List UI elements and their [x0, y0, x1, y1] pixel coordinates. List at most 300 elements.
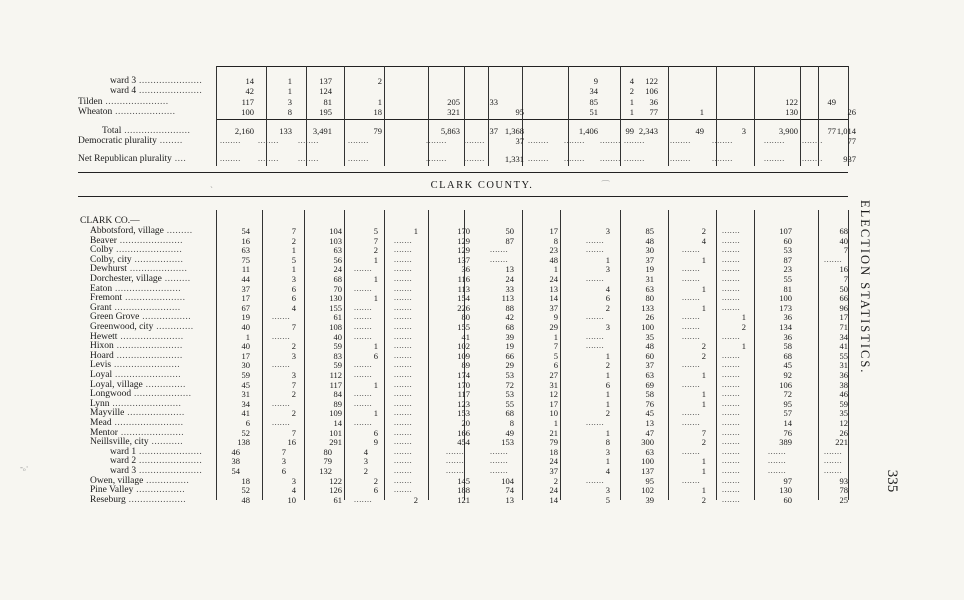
table-cell: 14	[245, 76, 254, 86]
empty-cell-dots: .......	[272, 360, 291, 369]
leader-dots: .......................	[111, 303, 181, 313]
row-label-text: Wheaton	[78, 107, 113, 117]
row-label-text: Colby, city	[90, 255, 132, 265]
table-cell: 60	[783, 495, 792, 505]
empty-cell-dots: ........	[528, 136, 549, 145]
empty-cell-dots: .......	[354, 322, 373, 331]
table-cell: 13	[645, 418, 654, 428]
table-cell: 14	[549, 495, 558, 505]
empty-cell-dots: ........	[464, 136, 485, 145]
table-cell: 24	[549, 485, 558, 495]
table-cell: 20	[461, 418, 470, 428]
table-cell: 108	[329, 322, 342, 332]
row-label-text: Beaver	[90, 236, 117, 246]
table-cell: 76	[645, 399, 654, 409]
table-cell: 36	[783, 312, 792, 322]
row-label	[78, 107, 216, 117]
table-cell: 1	[553, 332, 558, 342]
empty-cell-dots: .......	[682, 360, 701, 369]
table-cell: 57	[783, 408, 792, 418]
table-cell: 96	[839, 303, 848, 313]
empty-cell-dots: ........	[600, 136, 621, 145]
table-cell: 170	[457, 226, 470, 236]
empty-cell-dots: .......	[272, 418, 291, 427]
table-cell: 81	[783, 284, 792, 294]
table-cell: 26	[839, 428, 848, 438]
column-rule	[818, 66, 819, 166]
table-cell: 117	[457, 389, 470, 399]
table-cell: 2	[413, 495, 418, 505]
empty-cell-dots: .......	[722, 226, 741, 235]
row-label-text: ward 2	[110, 456, 137, 466]
table-cell: 7	[291, 322, 296, 332]
table-cell: 54	[231, 466, 240, 476]
empty-cell-dots: .......	[446, 466, 465, 475]
empty-cell-dots: .......	[768, 456, 787, 465]
empty-cell-dots: ........	[670, 136, 691, 145]
empty-cell-dots: ........	[220, 136, 241, 145]
table-cell: 95	[645, 476, 654, 486]
empty-cell-dots: .......	[722, 360, 741, 369]
row-label-text: Fremont	[90, 293, 123, 303]
empty-cell-dots: .......	[394, 245, 413, 254]
table-cell: 166	[457, 428, 470, 438]
table-cell: 30	[645, 245, 654, 255]
table-cell: 2	[291, 389, 296, 399]
table-cell: 133	[279, 126, 292, 136]
table-cell: 124	[319, 86, 332, 96]
table-cell: 116	[457, 274, 470, 284]
table-cell: 1	[287, 86, 292, 96]
table-cell: 17	[549, 399, 558, 409]
empty-cell-dots: .......	[354, 370, 373, 379]
table-cell: 1	[605, 351, 610, 361]
table-cell: 95	[783, 399, 792, 409]
empty-cell-dots: .......	[354, 312, 373, 321]
table-cell: 2	[605, 303, 610, 313]
column-rule	[304, 210, 305, 500]
table-cell: 17	[241, 351, 250, 361]
table-cell: 6	[291, 284, 296, 294]
table-cell: 1	[287, 76, 292, 86]
table-cell: 69	[645, 380, 654, 390]
empty-cell-dots: .......	[586, 332, 605, 341]
table-cell: 2	[291, 236, 296, 246]
row-label-text: Owen, village	[90, 476, 144, 486]
table-cell: 37	[645, 255, 654, 265]
table-cell: 7	[843, 274, 848, 284]
table-cell: 3	[291, 274, 296, 284]
rule-above-county	[78, 172, 848, 173]
table-cell: 34	[839, 332, 848, 342]
table-cell: 33	[489, 97, 498, 107]
table-cell: 7	[291, 226, 296, 236]
table-cell: 130	[785, 107, 798, 117]
empty-cell-dots: .......	[824, 255, 843, 264]
table-cell: 36	[839, 370, 848, 380]
empty-cell-dots: ........	[298, 136, 319, 145]
table-cell: 1	[701, 284, 706, 294]
empty-cell-dots: ........	[528, 154, 549, 163]
leader-dots: ........	[156, 136, 183, 146]
empty-cell-dots: .......	[394, 447, 413, 456]
table-cell: 13	[549, 284, 558, 294]
table-cell: 18	[241, 476, 250, 486]
empty-cell-dots: .......	[394, 341, 413, 350]
row-label	[90, 437, 228, 447]
table-cell: 76	[783, 428, 792, 438]
table-cell: 59	[333, 341, 342, 351]
table-cell: 9	[373, 437, 378, 447]
row-label-text: Dewhurst	[90, 264, 127, 274]
table-cell: 9	[553, 312, 558, 322]
table-cell: 50	[839, 284, 848, 294]
row-label	[90, 495, 228, 505]
empty-cell-dots: .......	[394, 399, 413, 408]
empty-cell-dots: .......	[586, 312, 605, 321]
empty-cell-dots: ........	[298, 154, 319, 163]
empty-cell-dots: .......	[394, 418, 413, 427]
table-cell: 4	[629, 76, 634, 86]
table-cell: 137	[457, 255, 470, 265]
table-cell: 75	[241, 255, 250, 265]
table-cell: 46	[231, 447, 240, 457]
empty-cell-dots: .......	[354, 389, 373, 398]
table-cell: 3	[605, 485, 610, 495]
empty-cell-dots: ........	[258, 136, 279, 145]
table-cell: 100	[641, 322, 654, 332]
table-cell: 14	[549, 293, 558, 303]
table-cell: 41	[241, 408, 250, 418]
table-cell: 51	[589, 107, 598, 117]
table-cell: 68	[505, 408, 514, 418]
column-rule	[428, 66, 429, 166]
table-cell: 37	[515, 136, 524, 146]
empty-cell-dots: .......	[272, 332, 291, 341]
table-cell: 7	[291, 428, 296, 438]
table-cell: 30	[241, 360, 250, 370]
table-cell: 93	[839, 476, 848, 486]
leader-dots: .................	[139, 312, 192, 322]
table-cell: 102	[457, 341, 470, 351]
leader-dots: ......................	[136, 76, 203, 86]
empty-cell-dots: ........	[764, 154, 785, 163]
table-cell: 3	[363, 456, 368, 466]
table-cell: 19	[505, 341, 514, 351]
table-cell: 63	[645, 370, 654, 380]
table-cell: 1	[605, 255, 610, 265]
empty-cell-dots: ........	[600, 154, 621, 163]
table-cell: 6	[373, 428, 378, 438]
leader-dots: .......................	[121, 126, 191, 136]
empty-cell-dots: .......	[586, 418, 605, 427]
table-cell: 321	[447, 107, 460, 117]
empty-cell-dots: .......	[586, 245, 605, 254]
table-cell: 2	[373, 245, 378, 255]
table-cell: 11	[241, 264, 250, 274]
empty-cell-dots: .......	[722, 245, 741, 254]
table-cell: 122	[329, 476, 342, 486]
empty-cell-dots: .......	[354, 303, 373, 312]
table-cell: 92	[783, 370, 792, 380]
table-cell: 55	[783, 274, 792, 284]
table-cell: 1,368	[504, 126, 524, 136]
column-rule	[754, 66, 755, 166]
empty-cell-dots: .......	[722, 303, 741, 312]
table-cell: 40	[839, 236, 848, 246]
table-cell: 1	[373, 408, 378, 418]
empty-cell-dots: ........	[712, 136, 733, 145]
table-cell: 126	[329, 485, 342, 495]
empty-cell-dots: ........	[624, 136, 645, 145]
column-rule	[620, 210, 621, 500]
table-cell: 1	[741, 341, 746, 351]
table-cell: 1	[701, 399, 706, 409]
row-label	[90, 264, 228, 274]
table-cell: 42	[505, 312, 514, 322]
leader-dots: .....................	[122, 293, 186, 303]
table-cell: 1	[701, 389, 706, 399]
table-cell: 129	[457, 245, 470, 255]
table-cell: 68	[333, 274, 342, 284]
table-cell: 4	[363, 447, 368, 457]
row-label-text: Mentor	[90, 428, 118, 438]
table-cell: 154	[457, 293, 470, 303]
empty-cell-dots: .......	[768, 447, 787, 456]
empty-cell-dots: .......	[394, 303, 413, 312]
table-cell: 2	[701, 351, 706, 361]
empty-cell-dots: ........	[464, 154, 485, 163]
table-cell: 9	[593, 76, 598, 86]
empty-cell-dots: .......	[682, 380, 701, 389]
table-cell: 2	[377, 76, 382, 86]
table-cell: 71	[839, 322, 848, 332]
row-label-text: Longwood	[90, 389, 132, 399]
table-cell: 130	[779, 485, 792, 495]
table-cell: 48	[645, 341, 654, 351]
empty-cell-dots: ........	[670, 154, 691, 163]
table-cell: 72	[783, 389, 792, 399]
leader-dots: .......................	[112, 284, 182, 294]
table-cell: 106	[645, 86, 658, 96]
empty-cell-dots: .......	[354, 332, 373, 341]
empty-cell-dots: .......	[682, 274, 701, 283]
table-cell: 6	[245, 418, 250, 428]
table-cell: 100	[641, 456, 654, 466]
empty-cell-dots: ........	[712, 154, 733, 163]
table-cell: 24	[333, 264, 342, 274]
table-cell: 17	[549, 226, 558, 236]
table-cell: 1	[699, 107, 704, 117]
table-cell: 2	[363, 466, 368, 476]
table-cell: 1	[413, 226, 418, 236]
leader-dots: ......................	[136, 86, 203, 96]
empty-cell-dots: .......	[722, 485, 741, 494]
table-cell: 101	[329, 428, 342, 438]
table-cell: 132	[319, 466, 332, 476]
empty-cell-dots: .......	[722, 466, 741, 475]
table-cell: 188	[457, 485, 470, 495]
table-cell: 5,863	[440, 126, 460, 136]
empty-cell-dots: .......	[768, 466, 787, 475]
table-cell: 41	[839, 341, 848, 351]
table-cell: 1	[629, 97, 634, 107]
table-cell: 34	[241, 399, 250, 409]
table-cell: 2	[701, 226, 706, 236]
table-cell: 36	[649, 97, 658, 107]
page-number: 335	[884, 469, 900, 493]
row-label-text: Tilden	[78, 97, 103, 107]
empty-cell-dots: .......	[394, 255, 413, 264]
clark-block-title: CLARK CO.—	[80, 216, 140, 226]
row-label-text: Colby	[90, 245, 114, 255]
row-label-text: Dorchester, village	[90, 274, 162, 284]
table-cell: 2	[291, 341, 296, 351]
table-cell: 133	[641, 303, 654, 313]
leader-dots: ......................	[136, 456, 203, 466]
table-cell: 49	[827, 97, 836, 107]
table-cell: 155	[457, 322, 470, 332]
leader-dots: ......................	[136, 447, 203, 457]
table-cell: 39	[645, 495, 654, 505]
table-cell: 77	[847, 136, 856, 146]
empty-cell-dots: .......	[394, 380, 413, 389]
table-cell: 1	[701, 255, 706, 265]
table-cell: 138	[237, 437, 250, 447]
row-label-text: Loyal, village	[90, 380, 143, 390]
leader-dots: ......................	[102, 97, 169, 107]
table-cell: 2	[553, 476, 558, 486]
row-label-text: ward 3	[110, 466, 137, 476]
table-cell: 79	[323, 456, 332, 466]
column-rule	[428, 210, 429, 500]
table-cell: 36	[783, 332, 792, 342]
table-cell: 134	[779, 322, 792, 332]
table-cell: 56	[333, 255, 342, 265]
table-cell: 6	[553, 360, 558, 370]
leader-dots: .........	[163, 226, 193, 236]
row-label-text: Lynn	[90, 399, 110, 409]
table-cell: 77	[827, 126, 836, 136]
table-cell: 17	[839, 312, 848, 322]
row-label	[90, 245, 228, 255]
table-cell: 17	[241, 293, 250, 303]
table-cell: 45	[783, 360, 792, 370]
row-label	[78, 154, 216, 164]
table-cell: 6	[373, 485, 378, 495]
table-cell: 7	[291, 380, 296, 390]
empty-cell-dots: .......	[394, 274, 413, 283]
empty-cell-dots: .......	[394, 264, 413, 273]
table-cell: 85	[645, 226, 654, 236]
table-cell: 63	[645, 284, 654, 294]
table-cell: 63	[333, 245, 342, 255]
empty-cell-dots: ........	[802, 136, 823, 145]
table-cell: 1	[373, 293, 378, 303]
county-heading: CLARK COUNTY.	[430, 180, 534, 191]
table-cell: 50	[505, 226, 514, 236]
empty-cell-dots: .......	[682, 312, 701, 321]
table-cell: 23	[549, 245, 558, 255]
table-cell: 1	[605, 456, 610, 466]
table-cell: 1	[373, 274, 378, 284]
table-cell: 1	[291, 264, 296, 274]
table-cell: 40	[241, 341, 250, 351]
table-cell: 2	[701, 341, 706, 351]
empty-cell-dots: .......	[394, 466, 413, 475]
table-cell: 170	[457, 380, 470, 390]
empty-cell-dots: ........	[220, 154, 241, 163]
row-label-text: Reseburg	[90, 495, 126, 505]
table-cell: 49	[505, 428, 514, 438]
table-cell: 52	[241, 428, 250, 438]
empty-cell-dots: ........	[258, 154, 279, 163]
table-cell: 10	[549, 408, 558, 418]
empty-cell-dots: ........	[764, 136, 785, 145]
table-cell: 80	[461, 312, 470, 322]
row-label-text: Levis	[90, 360, 112, 370]
empty-cell-dots: .......	[394, 332, 413, 341]
table-cell: 1	[701, 370, 706, 380]
table-cell: 37	[489, 126, 498, 136]
table-cell: 173	[779, 303, 792, 313]
empty-cell-dots: .......	[722, 293, 741, 302]
empty-cell-dots: .......	[490, 245, 509, 254]
table-cell: 37	[241, 284, 250, 294]
leader-dots: ......................	[136, 466, 203, 476]
table-cell: 107	[779, 226, 792, 236]
row-label	[90, 341, 228, 351]
table-cell: 3,900	[778, 126, 798, 136]
empty-cell-dots: .......	[682, 408, 701, 417]
table-cell: 31	[241, 389, 250, 399]
table-cell: 6	[373, 351, 378, 361]
table-cell: 129	[457, 236, 470, 246]
table-cell: 1	[701, 466, 706, 476]
table-cell: 48	[645, 236, 654, 246]
table-cell: 19	[645, 264, 654, 274]
table-cell: 87	[783, 255, 792, 265]
table-cell: 39	[505, 332, 514, 342]
table-cell: 12	[839, 418, 848, 428]
table-cell: 77	[649, 107, 658, 117]
table-cell: 4	[291, 303, 296, 313]
leader-dots: .......................	[113, 341, 183, 351]
leader-dots: ....................	[131, 389, 192, 399]
empty-cell-dots: .......	[354, 360, 373, 369]
row-label-text: Hixon	[90, 341, 114, 351]
table-cell: 35	[645, 332, 654, 342]
table-cell: 1,406	[578, 126, 598, 136]
empty-cell-dots: .......	[394, 370, 413, 379]
table-cell: 63	[645, 447, 654, 457]
table-cell: 67	[241, 303, 250, 313]
leader-dots: ...............	[143, 476, 190, 486]
empty-cell-dots: .......	[824, 447, 843, 456]
empty-cell-dots: .......	[722, 264, 741, 273]
row-label	[78, 136, 216, 146]
table-cell: 1	[245, 332, 250, 342]
leader-dots: .......................	[111, 360, 181, 370]
table-cell: 112	[329, 370, 342, 380]
row-label	[90, 312, 228, 322]
table-cell: 1	[605, 370, 610, 380]
table-cell: 78	[839, 485, 848, 495]
empty-cell-dots: .......	[272, 399, 291, 408]
table-cell: 38	[839, 380, 848, 390]
row-label	[90, 293, 228, 303]
empty-cell-dots: .......	[586, 274, 605, 283]
